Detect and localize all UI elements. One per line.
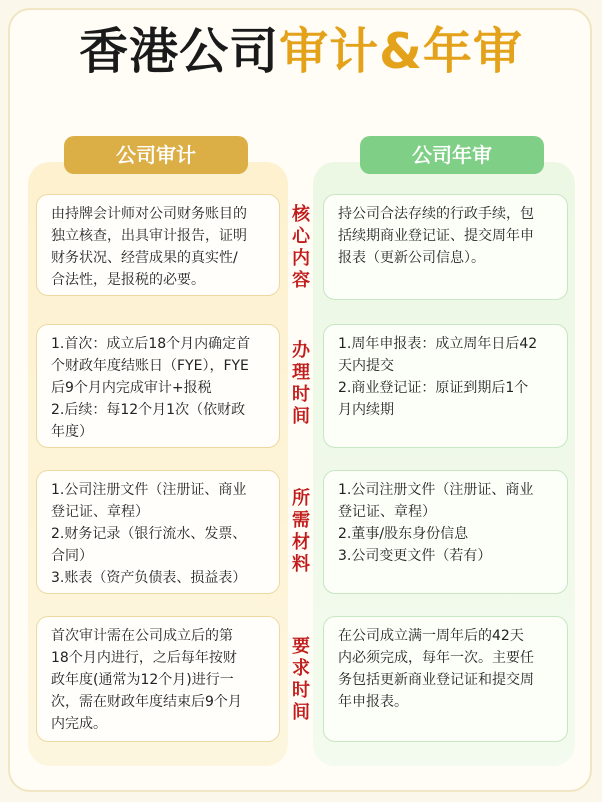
audit-required-time-box [36, 616, 280, 742]
text-line: 财务状况、经营成果的真实性/ [51, 250, 238, 266]
text-line: 务包括更新商业登记证和提交周 [338, 672, 534, 688]
text-line: 由持牌会计师对公司财务账目的 [51, 206, 247, 222]
text-line: 3.公司变更文件（若有） [338, 548, 492, 564]
audit-core-content-box [36, 194, 280, 296]
text-line: 2.财务记录（银行流水、发票、 [51, 526, 247, 542]
text-line: 1.首次：成立后18个月内确定首 [51, 336, 251, 352]
text-line: 2.董事/股东身份信息 [338, 526, 469, 542]
text-line: 年度） [51, 424, 93, 440]
annual-core-content-box [323, 194, 568, 300]
text-line: 登记证、章程） [338, 504, 436, 520]
text-line: 后9个月内完成审计+报税 [51, 380, 212, 396]
audit-required-materials-box [36, 470, 280, 594]
annual-review-header: 公司年审 [360, 136, 544, 174]
text-line: 内完成。 [51, 716, 107, 732]
annual-required-time-box [323, 616, 568, 742]
text-line: 首次审计需在公司成立后的第 [51, 628, 233, 644]
text-line: 报表（更新公司信息）。 [338, 250, 485, 266]
text-line: 年申报表。 [338, 694, 408, 710]
row-label-processing-time: 办 理 时 间 [292, 340, 310, 427]
annual-required-materials-box [323, 470, 568, 594]
text-line: 内必须完成，每年一次。主要任 [338, 650, 534, 666]
annual-processing-time-box [323, 324, 568, 448]
text-line: 次，需在财政年度结束后9个月 [51, 694, 242, 710]
text-line: 登记证、章程） [51, 504, 149, 520]
audit-header: 公司审计 [64, 136, 248, 174]
text-line: 月内续期 [338, 402, 394, 418]
title-part-1: 香港公司 [79, 23, 280, 80]
text-line: 2.后续：每12个月1次（依财政 [51, 402, 246, 418]
text-line: 个财政年度结账日（FYE），FYE [51, 358, 249, 374]
row-label-core-content: 核 心 内 容 [292, 204, 310, 291]
text-line: 天内提交 [338, 358, 394, 374]
text-line: 1.公司注册文件（注册证、商业 [338, 482, 534, 498]
row-label-required-materials: 所 需 材 料 [292, 488, 310, 575]
text-line: 2.商业登记证：原证到期后1个 [338, 380, 529, 396]
text-line: 独立核查，出具审计报告，证明 [51, 228, 247, 244]
audit-processing-time-box [36, 324, 280, 448]
title-part-2: 审计&年审 [279, 23, 523, 80]
text-line: 在公司成立满一周年后的42天 [338, 628, 524, 644]
text-line: 18个月内进行，之后每年按财 [51, 650, 237, 666]
row-label-required-time: 要 求 时 间 [292, 636, 310, 723]
text-line: 合同） [51, 548, 93, 564]
page-title [0, 22, 602, 82]
text-line: 括续期商业登记证、提交周年申 [338, 228, 534, 244]
text-line: 1.周年申报表：成立周年日后42 [338, 336, 538, 352]
text-line: 1.公司注册文件（注册证、商业 [51, 482, 247, 498]
text-line: 3.账表（资产负债表、损益表） [51, 570, 247, 586]
text-line: 持公司合法存续的行政手续，包 [338, 206, 534, 222]
text-line: 政年度(通常为12个月)进行一 [51, 672, 234, 688]
text-line: 合法性，是报税的必要。 [51, 272, 205, 288]
